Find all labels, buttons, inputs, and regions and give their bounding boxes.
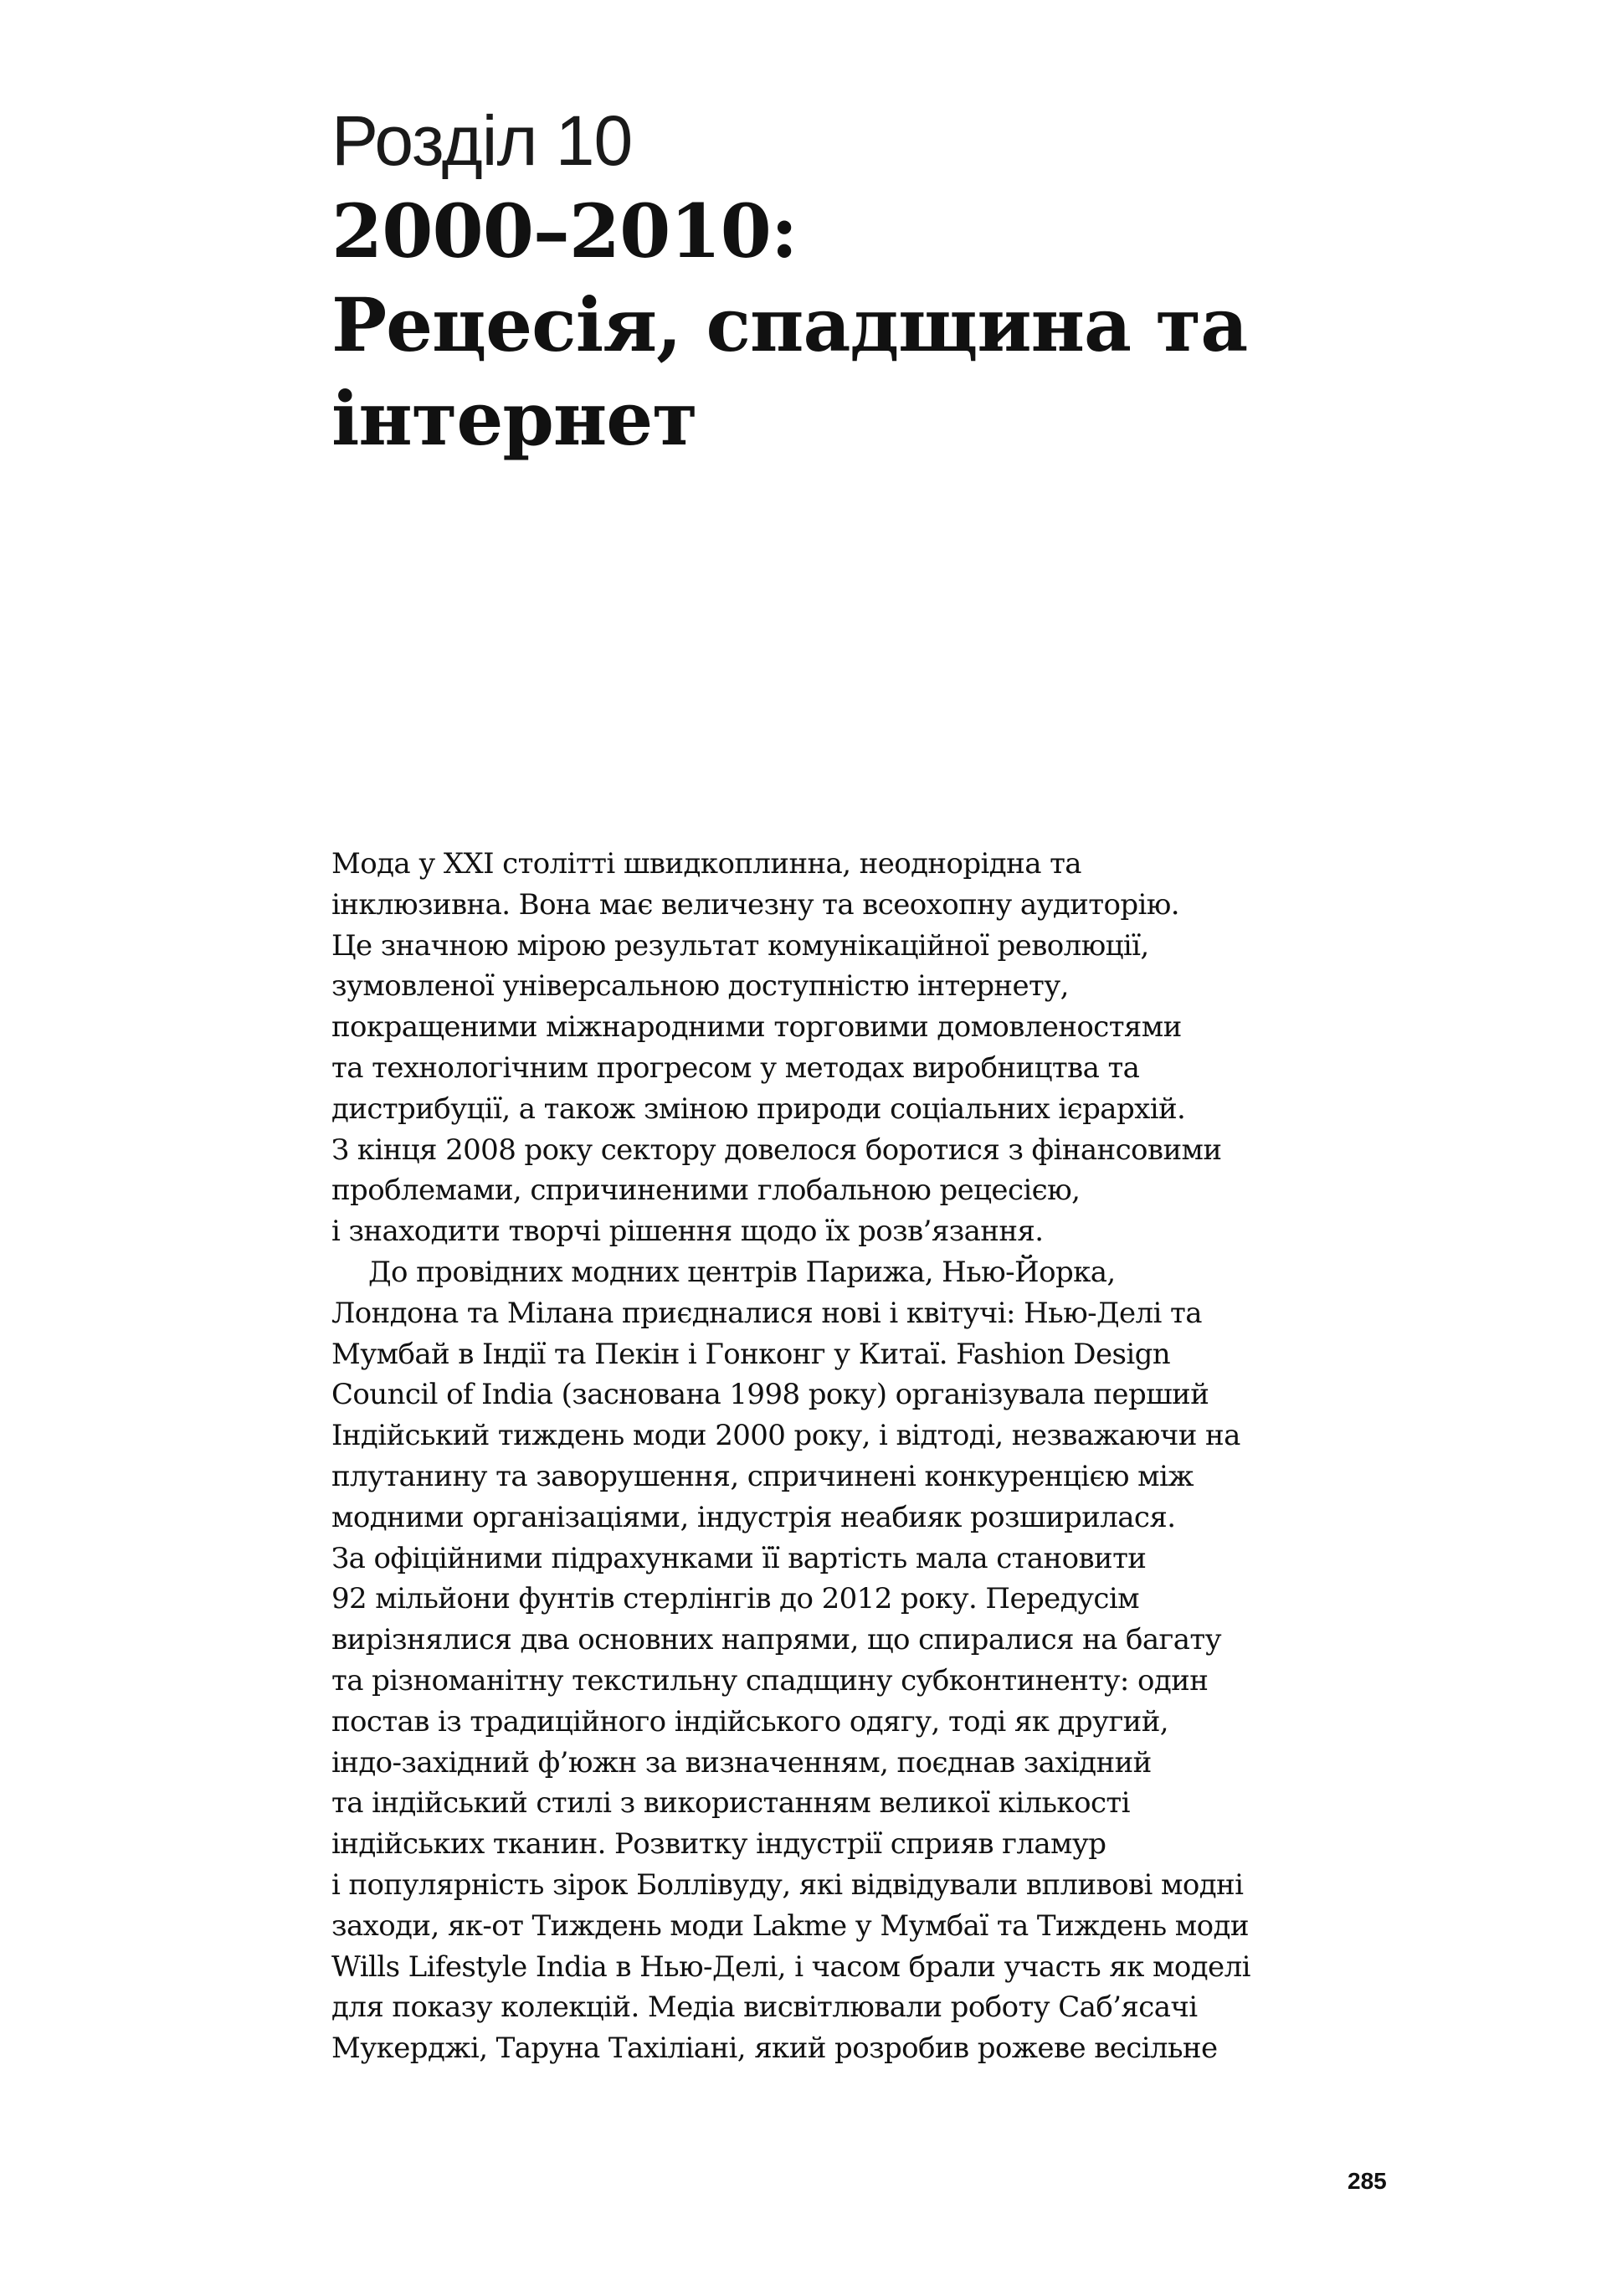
body-line: Лондона та Мілана приєдналися нові і квітучі: Нью-Делі та xyxy=(331,1296,1202,1330)
body-line: модними організаціями, індустрія неабияк розширилася. xyxy=(331,1500,1176,1534)
body-line: Council of India (заснована 1998 року) організувала перший xyxy=(331,1378,1209,1412)
body-line: для показу колекцій. Медіа висвітлювали роботу Саб’ясачі xyxy=(331,1990,1198,2025)
body-line: Мода у XXI столітті швидкоплинна, неоднорідна та xyxy=(331,847,1081,881)
body-line: індійських тканин. Розвитку індустрії сприяв гламур xyxy=(331,1827,1106,1862)
body-line: За офіційними підрахунками її вартість мала становити xyxy=(331,1541,1147,1575)
chapter-title-line: Рецесія, спадщина та xyxy=(331,281,1248,368)
body-line: зумовленої універсальною доступністю інтернету, xyxy=(331,969,1069,1004)
body-line: вирізнялися два основних напрями, що спиралися на багату xyxy=(331,1623,1222,1657)
body-line: та індійський стилі з використанням великої кількості xyxy=(331,1786,1130,1821)
body-line: Індійський тиждень моди 2000 року, і відтоді, незважаючи на xyxy=(331,1419,1240,1453)
body-line: інклюзивна. Вона має величезну та всеохопну аудиторію. xyxy=(331,887,1180,922)
body-line: З кінця 2008 року сектору довелося боротися з фінансовими xyxy=(331,1133,1222,1167)
body-line: заходи, як-от Тиждень моди Lakme у Мумбаї та Тиждень моди xyxy=(331,1908,1249,1943)
body-line: дистрибуції, а також зміною природи соціальних ієрархій. xyxy=(331,1091,1186,1126)
body-line-paragraph-start: До провідних модних центрів Парижа, Нью-Йорка, xyxy=(368,1255,1116,1289)
body-line: Wills Lifestyle India в Нью-Делі, і часом брали участь як моделі xyxy=(331,1949,1250,1984)
chapter-title-line: інтернет xyxy=(331,375,697,462)
body-line: покращеними міжнародними торговими домовленостями xyxy=(331,1010,1182,1045)
chapter-label: Розділ 10 xyxy=(331,101,633,180)
page-number: 285 xyxy=(1348,2168,1387,2194)
body-line: проблемами, спричиненими глобальною рецесією, xyxy=(331,1174,1081,1208)
body-line: Це значною мірою результат комунікаційної революції, xyxy=(331,928,1149,963)
body-line: плутанину та заворушення, спричинені конкуренцією між xyxy=(331,1459,1194,1493)
body-line: та технологічним прогресом у методах виробництва та xyxy=(331,1050,1140,1085)
chapter-title-line: 2000–2010: xyxy=(331,187,798,275)
body-line: та різноманітну текстильну спадщину субконтиненту: один xyxy=(331,1663,1209,1698)
body-line: індо-західний ф’южн за визначенням, поєднав західний xyxy=(331,1745,1152,1780)
chapter-title xyxy=(331,184,1420,465)
body-line: постав із традиційного індійського одягу, тоді як другий, xyxy=(331,1704,1168,1739)
body-line: і знаходити творчі рішення щодо їх розв’язання. xyxy=(331,1215,1044,1249)
body-text xyxy=(331,844,1436,2069)
body-line: і популярність зірок Боллівуду, які відвідували впливові модні xyxy=(331,1867,1244,1902)
body-line: Мукерджі, Таруна Тахіліані, який розробив рожеве весільне xyxy=(331,2031,1218,2066)
body-line: 92 мільйони фунтів стерлінгів до 2012 року. Передусім xyxy=(331,1582,1139,1616)
body-line: Мумбай в Індії та Пекін і Гонконг у Китаї. Fashion Design xyxy=(331,1337,1171,1371)
